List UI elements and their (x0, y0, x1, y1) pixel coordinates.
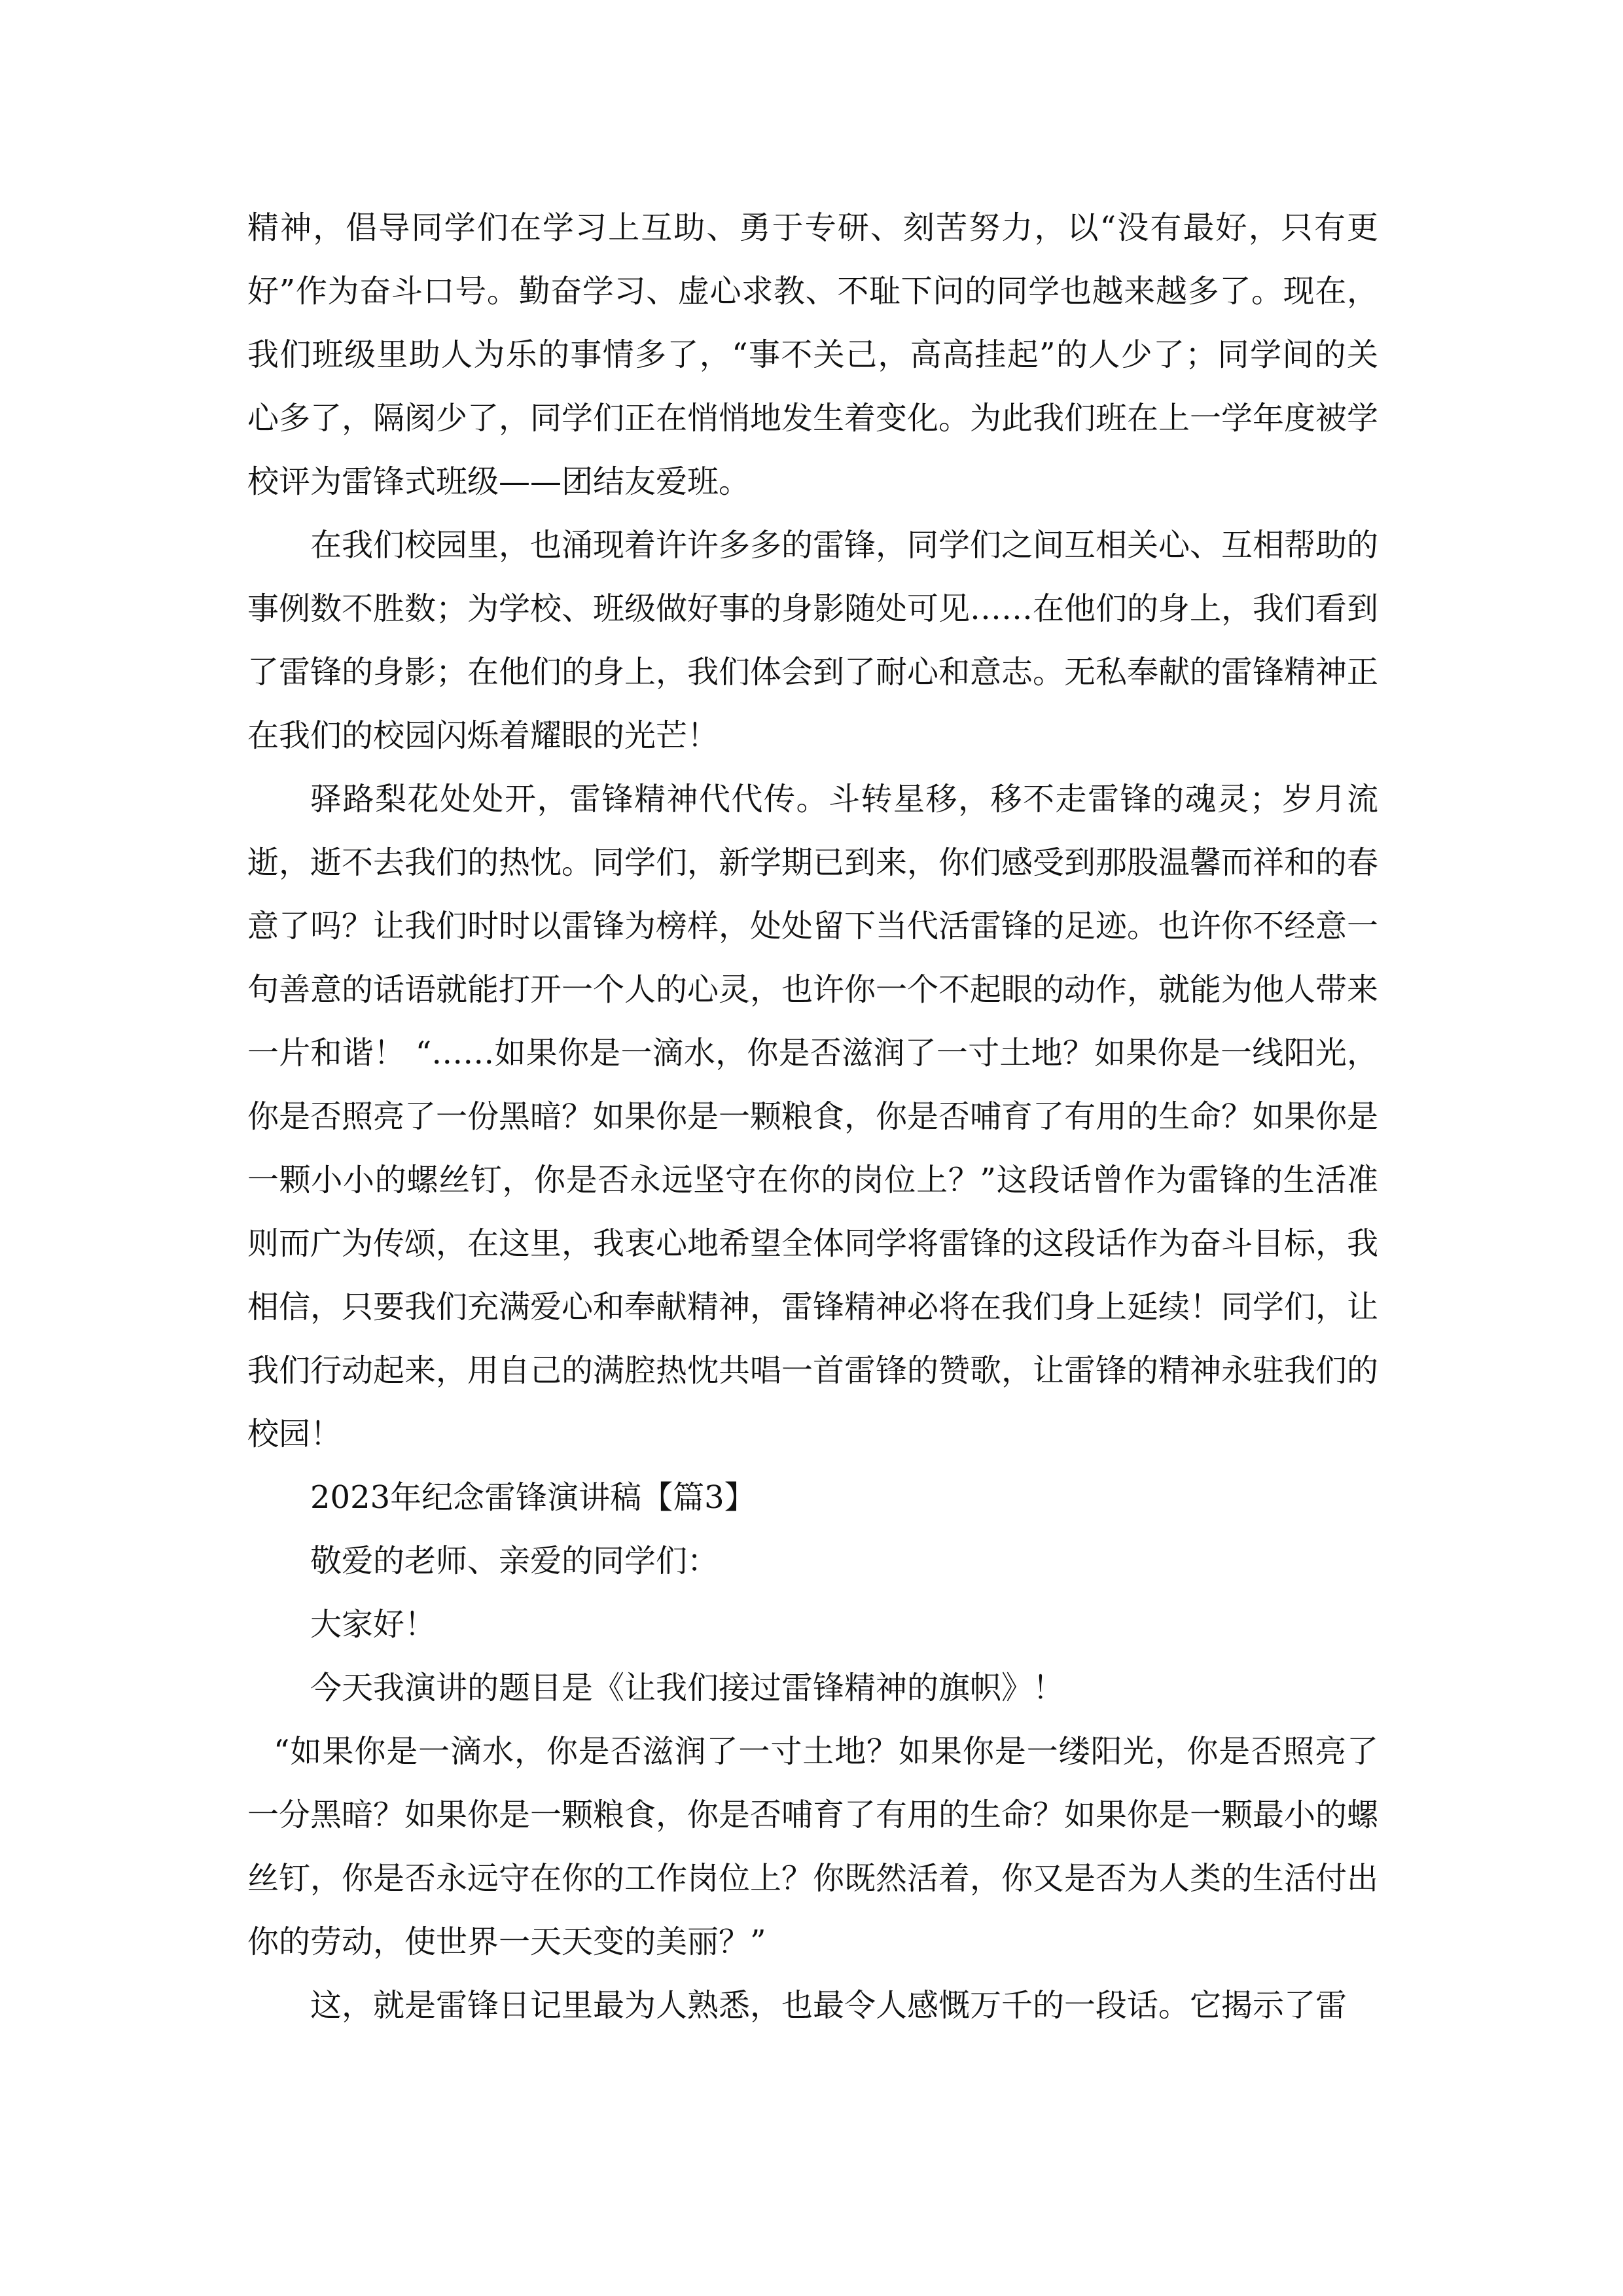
speech-title-line: 今天我演讲的题目是《让我们接过雷锋精神的旗帜》！ (310, 1670, 1065, 1706)
salutation: 敬爱的老师、亲爱的同学们： (310, 1543, 719, 1579)
document-body (247, 196, 1378, 2037)
section-heading: 2023年纪念雷锋演讲稿【篇3】 (310, 1479, 756, 1516)
paragraph-campus-leifeng: 在我们校园里，也涌现着许许多多的雷锋，同学们之间互相关心、互相帮助的事例数不胜数；为学校、班级做好事的身影随处可见……在他们的身上，我们看到了雷锋的身影；在他们的身上，我们体会到了耐心和意志。无私奉献的雷锋精神正在我们的校园闪烁着耀眼的光芒！ (247, 527, 1379, 754)
paragraph-diary-comment: 这，就是雷锋日记里最为人熟悉，也最令人感慨万千的一段话。它揭示了雷 (310, 1987, 1347, 2024)
paragraph-continuation: 精神，倡导同学们在学习上互助、勇于专研、刻苦努力，以“没有最好，只有更好”作为奋斗口号。勤奋学习、虚心求教、不耻下问的同学也越来越多了。现在，我们班级里助人为乐的事情多了，“事不关己，高高挂起”的人少了；同学间的关心多了，隔阂少了，同学们正在悄悄地发生着变化。为此我们班在上一学年度被学校评为雷锋式班级——团结友爱班。 (247, 209, 1379, 500)
paragraph-diary-quote: “如果你是一滴水，你是否滋润了一寸土地？如果你是一缕阳光，你是否照亮了一分黑暗？如果你是一颗粮食，你是否哺育了有用的生命？如果你是一颗最小的螺丝钉，你是否永远守在你的工作岗位上？你既然活着，你又是否为人类的生活付出你的劳动，使世界一天天变的美丽？” (247, 1733, 1379, 1960)
greeting: 大家好！ (310, 1606, 437, 1643)
paragraph-leifeng-spirit: 驿路梨花处处开，雷锋精神代代传。斗转星移，移不走雷锋的魂灵；岁月流逝，逝不去我们的热忱。同学们，新学期已到来，你们感受到那股温馨而祥和的春意了吗？让我们时时以雷锋为榜样，处处留下当代活雷锋的足迹。也许你不经意一句善意的话语就能打开一个人的心灵，也许你一个不起眼的动作，就能为他人带来一片和谐！ “……如果你是一滴水，你是否滋润了一寸土地？如果你是一线阳光，你是否照亮了一份黑暗？如果你是一颗粮食，你是否哺育了有用的生命？如果你是一颗小小的螺丝钉，你是否永远坚守在你的岗位上？”这段话曾作为雷锋的生活准则而广为传颂，在这里，我衷心地希望全体同学将雷锋的这段话作为奋斗目标，我相信，只要我们充满爱心和奉献精神，雷锋精神必将在我们身上延续！同学们，让我们行动起来，用自己的满腔热忱共唱一首雷锋的赞歌，让雷锋的精神永驻我们的校园！ (247, 781, 1379, 1452)
